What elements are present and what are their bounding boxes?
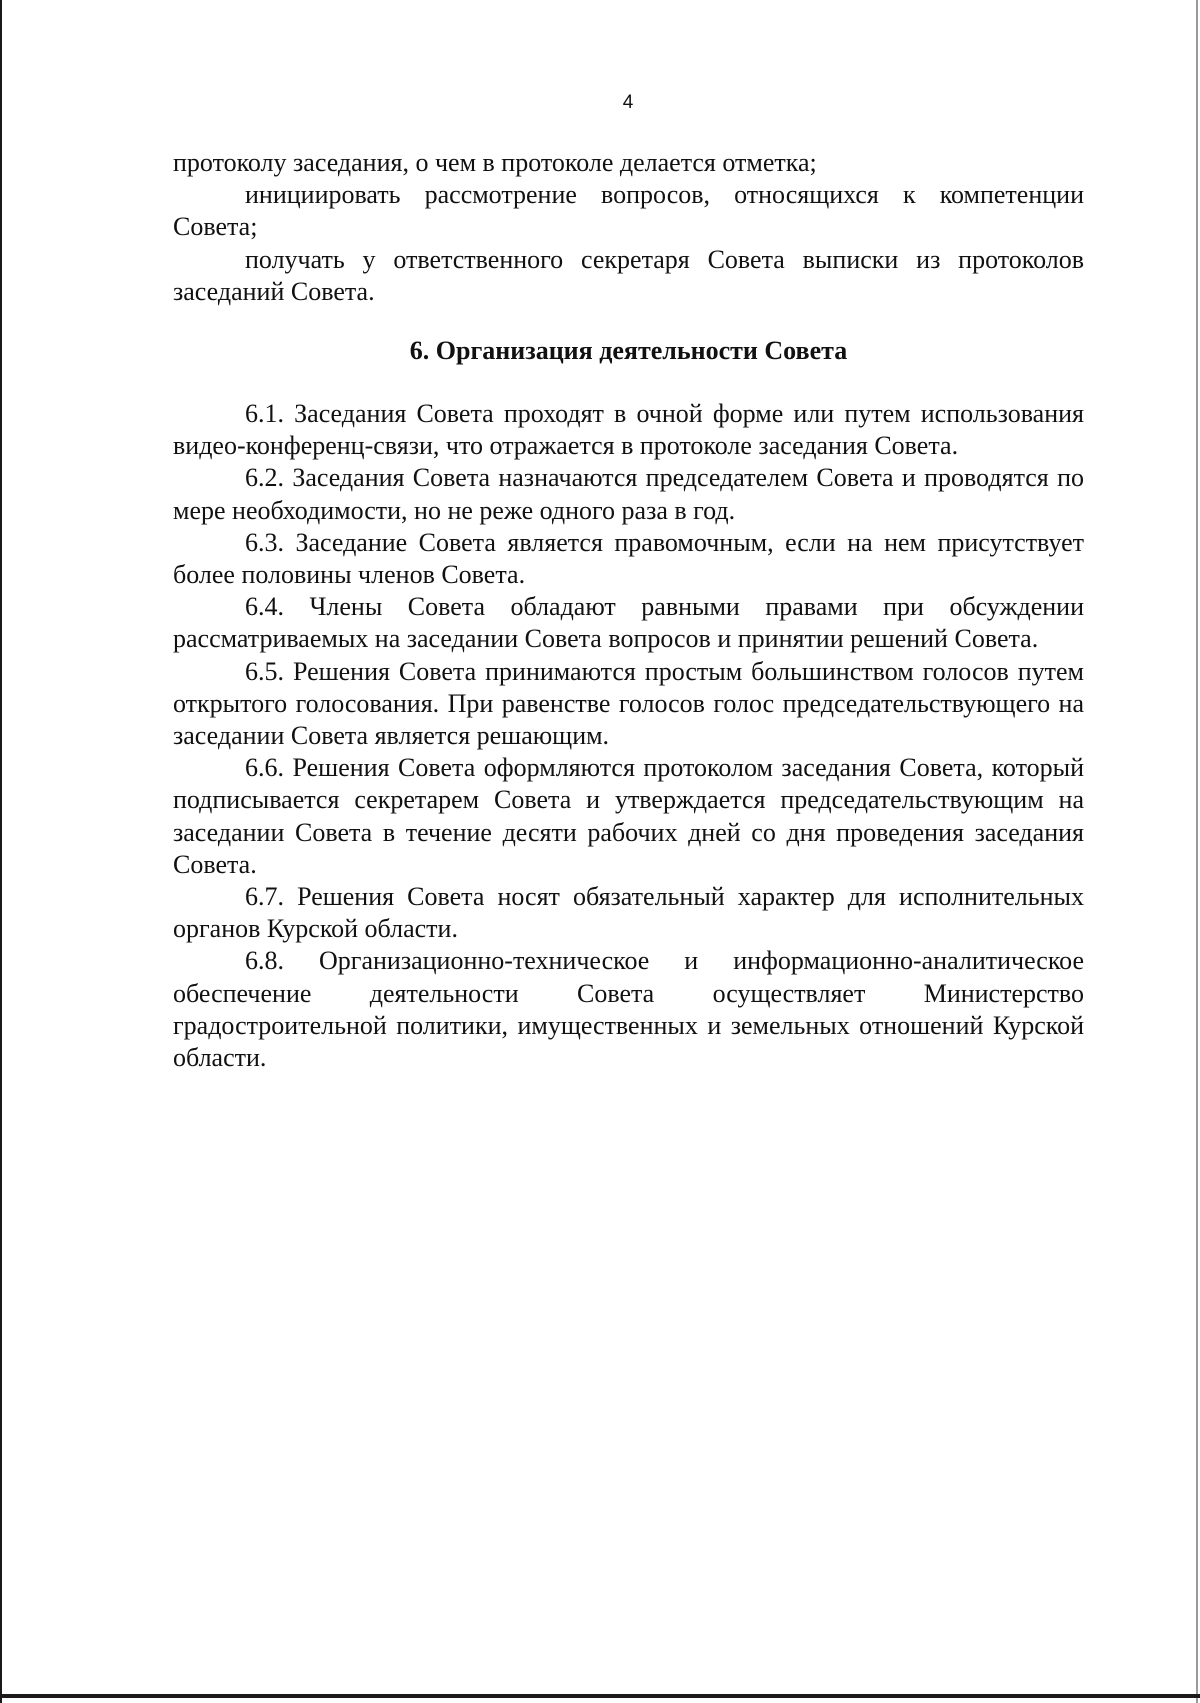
clause-6-7: 6.7. Решения Совета носят обязательный характер для исполнительных органов Курской области. — [173, 882, 1084, 944]
intro-paragraph-2: инициировать рассмотрение вопросов, относящихся к компетенции Совета; — [173, 180, 1084, 242]
clause-6-8: 6.8. Организационно-техническое и информационно-аналитическое обеспечение деятельности Совета осуществляет Министерство градостроительной политики, имущественных и земельных отношений Курской области. — [173, 946, 1084, 1073]
scan-edge-left — [0, 0, 2, 1703]
intro-paragraph-1: протоколу заседания, о чем в протоколе делается отметка; — [173, 148, 817, 177]
scan-edge-right — [1196, 0, 1198, 1703]
clause-6-3: 6.3. Заседание Совета является правомочным, если на нем присутствует более половины членов Совета. — [173, 527, 1084, 590]
clause-6-4: 6.4. Члены Совета обладают равными правами при обсуждении рассматриваемых на заседании Совета вопросов и принятии решений Совета. — [173, 592, 1084, 654]
clause-6-1: 6.1. Заседания Совета проходят в очной форме или путем использования видео-конференц-связи, что отражается в протоколе заседания Совета. — [173, 399, 1084, 461]
section-title: 6. Организация деятельности Совета — [409, 336, 848, 366]
clause-6-6: 6.6. Решения Совета оформляются протоколом заседания Совета, который подписывается секретарем Совета и утверждается председательствующим на заседании Совета в течение десяти рабочих дней со дня проведения заседания Совета. — [173, 753, 1084, 879]
intro-paragraph-3: получать у ответственного секретаря Совета выписки из протоколов заседаний Совета. — [173, 244, 1084, 306]
clause-6-5: 6.5. Решения Совета принимаются простым большинством голосов путем открытого голосования. При равенстве голосов голос председательствующего на заседании Совета является решающим. — [173, 656, 1084, 751]
page-number: 4 — [622, 92, 634, 113]
document-body — [173, 147, 1084, 1074]
scan-edge-bottom — [0, 1694, 1200, 1698]
clause-6-2: 6.2. Заседания Совета назначаются председателем Совета и проводятся по мере необходимости, но не реже одного раза в год. — [173, 463, 1084, 525]
